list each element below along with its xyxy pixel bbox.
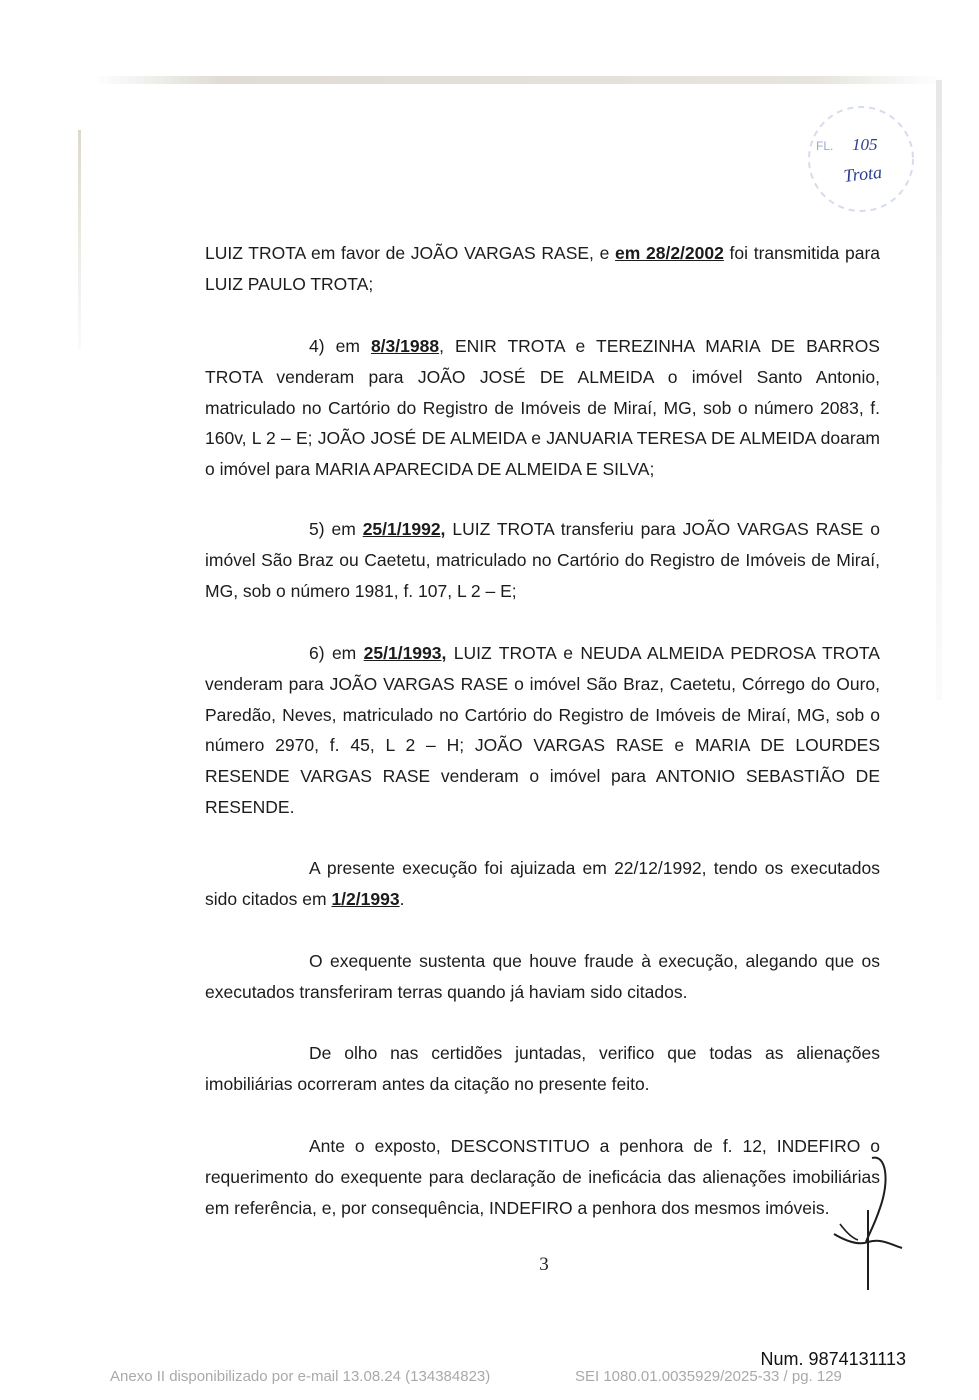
text-segment: 6) em	[309, 643, 364, 663]
date-highlight: 8/3/1988	[370, 336, 440, 356]
date-highlight: 1/2/1993	[331, 888, 400, 909]
text-segment: 5) em	[309, 519, 363, 539]
text-segment: , ENIR TROTA e TEREZINHA MARIA DE BARROS TROTA venderam para JOÃO JOSÉ DE ALMEIDA o imóvel Santo Antonio, matriculado no Cartório do Registro de Imóveis de Miraí, MG, sob o número 2083, f. 160v, L 2 – E; JOÃO JOSÉ DE ALMEIDA e JANUARIA TERESA DE ALMEIDA doaram o imóvel para MARIA APARECIDA DE ALMEIDA E SILVA;	[205, 336, 880, 480]
date-highlight: em 28/2/2002	[615, 243, 724, 263]
paragraph-item-5	[205, 514, 880, 606]
footer-annex: Anexo II disponibilizado por e-mail 13.08.24 (134384823)	[110, 1368, 491, 1385]
text-segment: foi transmitida para LUIZ PAULO TROTA;	[205, 243, 881, 294]
signature-mark	[828, 1150, 908, 1295]
stamp-number: 105	[852, 135, 878, 154]
page-stamp	[802, 100, 920, 218]
text-segment: LUIZ TROTA em favor de JOÃO VARGAS RASE, e	[205, 243, 616, 263]
footer-sei-reference: SEI 1080.01.0035929/2025-33 / pg. 129	[575, 1368, 842, 1385]
paragraph-item-6	[205, 638, 880, 823]
page-number: 3	[539, 1254, 549, 1275]
paragraph-dispositivo	[205, 1131, 880, 1223]
text-segment: LUIZ TROTA e NEUDA ALMEIDA PEDROSA TROTA venderam para JOÃO VARGAS RASE o imóvel São Braz, Caetetu, Córrego do Ouro, Paredão, Neves, matriculado no Cartório do Registro de Imóveis de Miraí, MG, sob o número 2970, f. 45, L 2 – H; JOÃO VARGAS RASE e MARIA DE LOURDES RESENDE VARGAS RASE venderam o imóvel para ANTONIO SEBASTIÃO DE RESENDE.	[205, 643, 880, 817]
text-segment: LUIZ TROTA transferiu para JOÃO VARGAS RASE o imóvel São Braz ou Caetetu, matriculado no Cartório do Registro de Imóveis de Miraí, MG, sob o número 1981, f. 107, L 2 – E;	[205, 519, 880, 601]
paragraph-item-4	[205, 331, 880, 485]
stamp-label: FL.	[816, 139, 834, 153]
scan-shadow-top	[92, 76, 944, 84]
paragraph-execution	[205, 853, 880, 915]
paragraph-text: Ante o exposto, DESCONSTITUO a penhora de f. 12, INDEFIRO o requerimento do exequente para declaração de ineficácia das alienações imobiliárias em referência, e, por consequência, INDEFIRO a penhora dos mesmos imóveis.	[205, 1136, 880, 1218]
paragraph-1	[205, 238, 880, 300]
stamp-initials: Trota	[842, 161, 883, 186]
scan-shadow-left	[78, 130, 81, 350]
paragraph-certidoes	[205, 1038, 880, 1100]
text-segment: .	[399, 888, 405, 909]
paragraph-text: O exequente sustenta que houve fraude à execução, alegando que os executados transferiram terras quando já haviam sido citados.	[205, 951, 880, 1002]
paragraph-exequente	[205, 946, 880, 1008]
document-number: Num. 9874131113	[760, 1349, 906, 1369]
date-highlight: 25/1/1992,	[362, 519, 446, 539]
text-segment: 4) em	[309, 336, 371, 356]
text-segment: A presente execução foi ajuizada em 22/12/1992, tendo os executados sido citados em	[205, 858, 880, 909]
paragraph-text: De olho nas certidões juntadas, verifico que todas as alienações imobiliárias ocorreram antes da citação no presente feito.	[205, 1043, 880, 1094]
scan-shadow-right	[936, 80, 942, 700]
date-highlight: 25/1/1993,	[363, 643, 447, 663]
